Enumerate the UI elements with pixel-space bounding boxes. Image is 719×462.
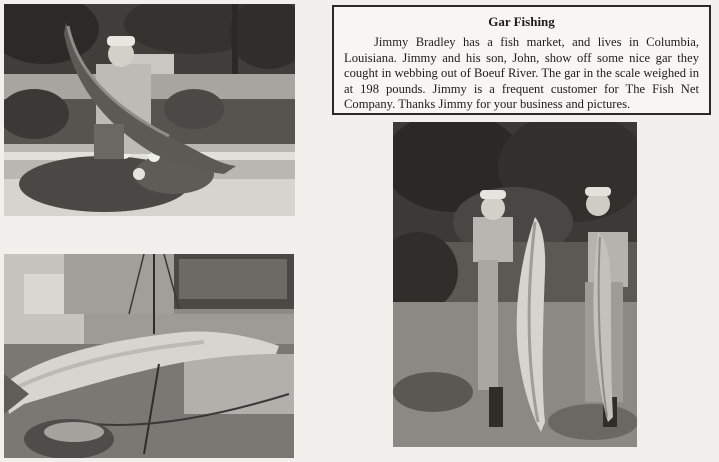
photo-gar-on-scale: [4, 254, 294, 458]
article-body: Jimmy Bradley has a fish market, and lives in Columbia, Louisiana. Jimmy and his son, John, show off some nice gar they cought in webbing out of Boeuf River. The gar in the scale weighed in at 198 pounds. Jimmy is a frequent customer for The Fish Net Company. Thanks Jimmy for your business and pictures.: [344, 35, 699, 112]
photo-two-men-with-gar-image: [393, 122, 637, 447]
photo-two-men-with-gar: [393, 122, 637, 447]
photo-gar-on-scale-image: [4, 254, 294, 458]
photo-man-holding-gar: [4, 4, 295, 216]
article-caption-box: [332, 5, 711, 115]
photo-man-holding-gar-image: [4, 4, 295, 216]
article-title: Gar Fishing: [488, 14, 555, 29]
